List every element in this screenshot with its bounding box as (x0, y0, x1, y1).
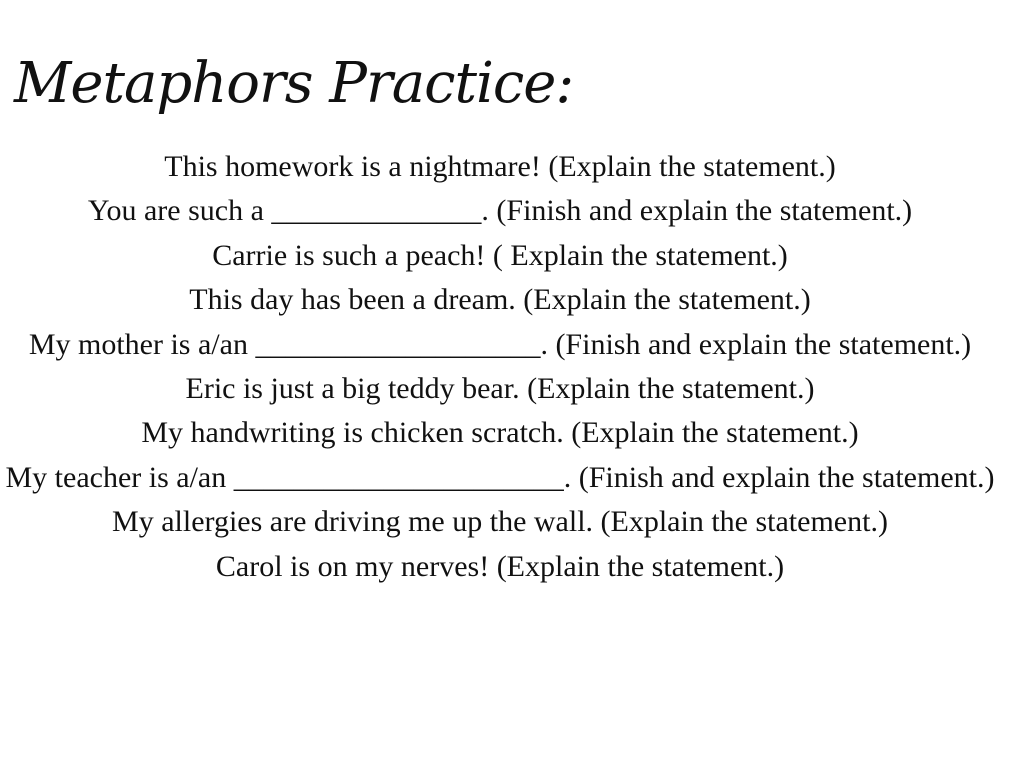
statement-list (0, 145, 1000, 589)
statement-line: My allergies are driving me up the wall. (Explain the statement.) (112, 505, 888, 539)
statement-line: Carol is on my nerves! (Explain the statement.) (215, 549, 785, 583)
statement-line: You are such a ______________. (Finish and explain the statement.) (87, 194, 913, 228)
statement-line: My mother is a/an ___________________. (Finish and explain the statement.) (28, 327, 972, 361)
statement-line: Eric is just a big teddy bear. (Explain the statement.) (185, 372, 815, 406)
statement-line: My handwriting is chicken scratch. (Explain the statement.) (141, 416, 859, 450)
page-title: Metaphors Practice: (14, 51, 574, 116)
statement-line: This homework is a nightmare! (Explain the statement.) (164, 150, 836, 183)
statement-line: My teacher is a/an ______________________. (Finish and explain the statement.) (5, 460, 995, 494)
statement-line: Carrie is such a peach! ( Explain the statement.) (212, 238, 788, 272)
statement-line: This day has been a dream. (Explain the statement.) (189, 283, 811, 317)
